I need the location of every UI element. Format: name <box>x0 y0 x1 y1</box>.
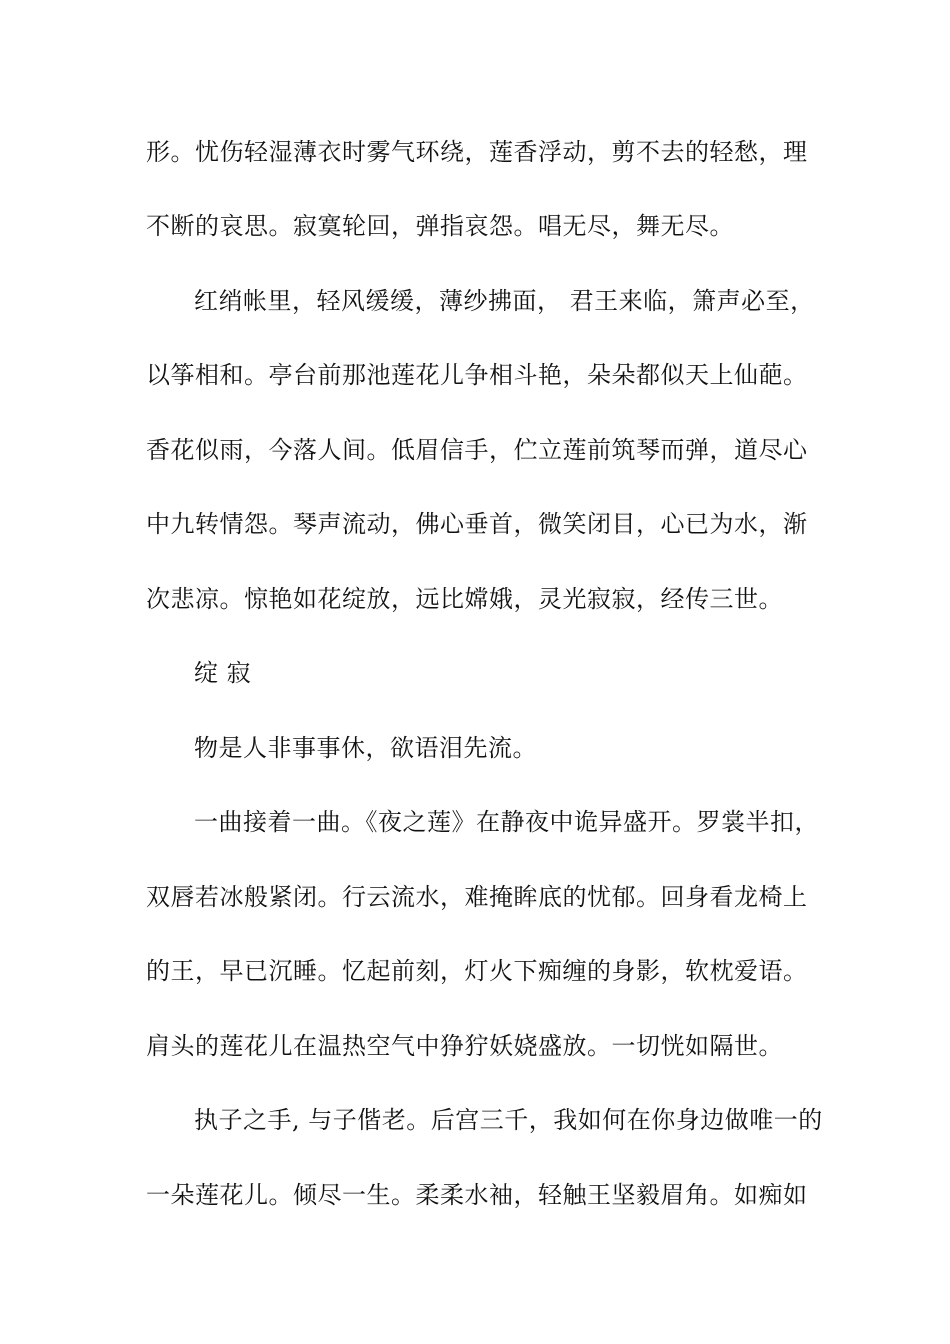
text-line-5: 香花似雨，今落人间。低眉信手，伫立莲前筑琴而弹，道尽心 <box>146 436 808 464</box>
text-line-12: 的王，早已沉睡。忆起前刻，灯火下痴缠的身影，软枕爱语。 <box>146 957 808 985</box>
text-line-10: 一曲接着一曲。《夜之莲》在静夜中诡异盛开。罗裳半扣， <box>194 808 819 836</box>
text-line-1: 形。忧伤轻湿薄衣时雾气环绕，莲香浮动，剪不去的轻愁，理 <box>146 138 808 166</box>
text-line-4: 以筝相和。亭台前那池莲花儿争相斗艳，朵朵都似天上仙葩。 <box>146 361 808 389</box>
text-line-14: 执子之手, 与子偕老。后宫三千，我如何在你身边做唯一的 <box>194 1106 823 1134</box>
text-line-13: 肩头的莲花儿在温热空气中狰狞妖娆盛放。一切恍如隔世。 <box>146 1032 783 1060</box>
text-line-2: 不断的哀思。寂寞轮回，弹指哀怨。唱无尽，舞无尽。 <box>146 212 734 240</box>
text-line-15: 一朵莲花儿。倾尽一生。柔柔水袖，轻触王坚毅眉角。如痴如 <box>146 1181 808 1209</box>
text-line-7: 次悲凉。惊艳如花绽放，远比嫦娥，灵光寂寂，经传三世。 <box>146 585 783 613</box>
text-line-11: 双唇若冰般紧闭。行云流水，难掩眸底的忧郁。回身看龙椅上 <box>146 883 808 911</box>
text-line-9: 物是人非事事休，欲语泪先流。 <box>194 734 537 762</box>
section-heading: 绽 寂 <box>194 659 252 687</box>
text-line-6: 中九转情怨。琴声流动，佛心垂首，微笑闭目，心已为水，渐 <box>146 510 808 538</box>
text-line-3: 红绡帐里，轻风缓缓，薄纱拂面， 君王来临，箫声必至， <box>194 287 815 315</box>
